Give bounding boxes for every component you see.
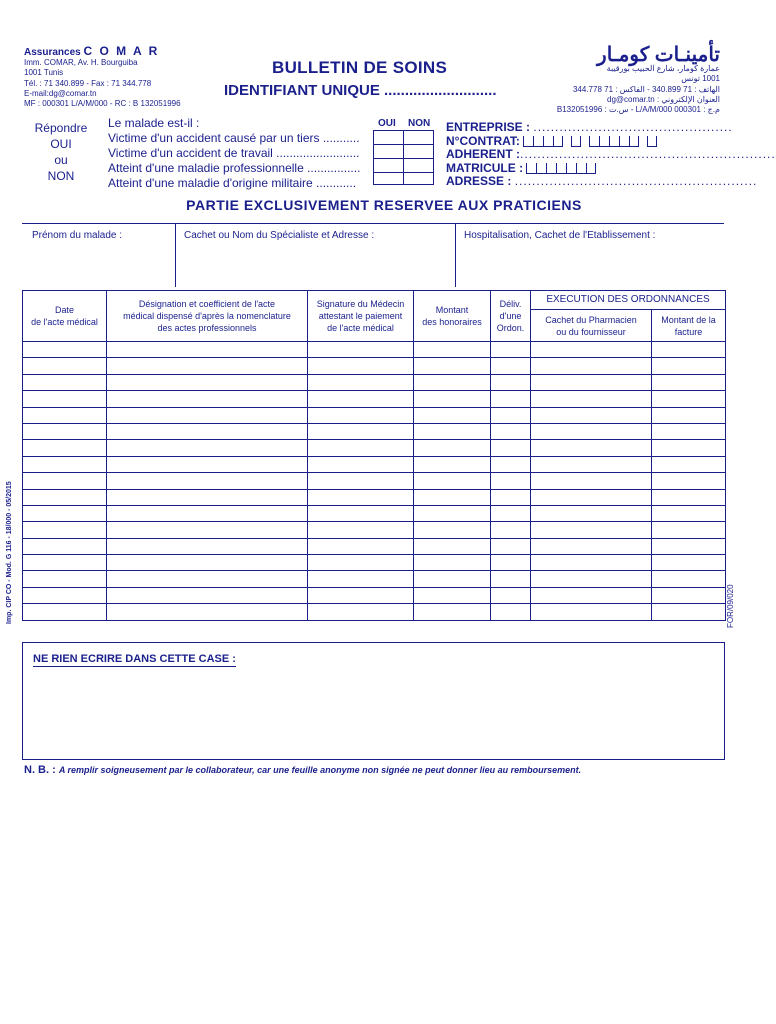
table-cell[interactable] [414,555,491,571]
table-cell[interactable] [414,358,491,374]
table-row [23,555,726,571]
table-cell[interactable] [308,522,414,538]
table-cell[interactable] [531,423,652,439]
non-header: NON [408,118,431,129]
repondre-non: NON [47,169,75,183]
table-row [23,456,726,472]
entreprise-label: ENTREPRISE : [446,120,531,134]
table-cell[interactable] [23,489,107,505]
table-cell[interactable] [107,342,308,358]
table-cell[interactable] [531,440,652,456]
entreprise-field[interactable] [446,121,736,135]
table-cell[interactable] [491,587,531,603]
table-cell[interactable] [308,555,414,571]
table-cell[interactable] [491,555,531,571]
arabic-line: عمارة كومار، شارع الحبيب بورقيبة [606,64,720,73]
brand-name: C O M A R [83,44,160,58]
table-cell[interactable] [652,505,726,521]
table-cell[interactable] [23,522,107,538]
question-maladie-professionnelle: Atteint d'une maladie professionnelle ................ [108,161,361,175]
table-cell[interactable] [308,423,414,439]
brand-prefix: Assurances [24,47,81,58]
document-title: BULLETIN DE SOINS [272,58,448,77]
praticiens-heading: PARTIE EXCLUSIVEMENT RESERVEE AUX PRATICIENS [186,197,582,213]
matricule-field[interactable] [446,162,736,176]
table-cell[interactable] [652,571,726,587]
prenom-malade-label: Prénom du malade : [32,230,123,241]
table-cell[interactable] [652,489,726,505]
col-montant-honoraires: Montant des honoraires [414,291,491,342]
table-cell[interactable] [107,440,308,456]
table-cell[interactable] [531,391,652,407]
arabic-line: 1001 تونس [681,74,720,84]
table-cell[interactable] [23,358,107,374]
table-cell[interactable] [491,440,531,456]
table-cell[interactable] [491,604,531,620]
question-accident-tiers: Victime d'un accident causé par un tiers ........... [108,131,360,145]
contrat-field[interactable] [446,135,736,149]
table-cell[interactable] [107,505,308,521]
nota-bene [24,764,581,776]
table-cell[interactable] [652,456,726,472]
arabic-line: م.ج : 000301 L/A/M/000 - س.ت : B132051996 [556,105,720,115]
contrat-label: N°CONTRAT: [446,133,520,148]
form-code: FOR/09/020 [726,584,735,628]
table-cell[interactable] [23,571,107,587]
repondre-text: Répondre [34,121,88,135]
table-cell[interactable] [652,342,726,358]
col-designation: Désignation et coefficient de l'acte médical dispensé d'après la nomenclature des actes professionnels [107,291,308,342]
table-cell[interactable] [652,473,726,489]
table-row [23,587,726,603]
col-delivrance: Déliv. d'une Ordon. [491,291,531,342]
table-cell[interactable] [308,440,414,456]
table-cell[interactable] [23,423,107,439]
col-execution-ordonnances: EXECUTION DES ORDONNANCES [531,291,726,310]
adresse-label: ADRESSE : [446,174,512,188]
table-cell[interactable] [414,505,491,521]
ne-rien-ecrire-box [22,642,725,760]
table-cell[interactable] [414,538,491,554]
question-maladie-militaire: Atteint d'une maladie d'origine militaire ............ [108,176,357,190]
table-cell[interactable] [23,538,107,554]
table-cell[interactable] [414,407,491,423]
question-accident-travail: Victime d'un accident de travail ......................... [108,146,360,160]
table-cell[interactable] [107,489,308,505]
table-row [23,505,726,521]
col-cachet-pharmacien: Cachet du Pharmacien ou du fournisseur [531,310,652,342]
table-cell[interactable] [531,505,652,521]
table-cell[interactable] [652,391,726,407]
repondre-ou: ou [54,153,68,167]
table-cell[interactable] [414,489,491,505]
table-cell[interactable] [23,440,107,456]
table-cell[interactable] [308,604,414,620]
table-cell[interactable] [23,391,107,407]
table-row [23,407,726,423]
malade-questions [108,116,378,191]
table-cell[interactable] [107,604,308,620]
table-cell[interactable] [652,522,726,538]
table-row [23,342,726,358]
table-cell[interactable] [414,374,491,390]
table-cell[interactable] [491,358,531,374]
table-cell[interactable] [308,473,414,489]
adherent-field[interactable] [446,147,776,162]
table-cell[interactable] [414,473,491,489]
table-cell[interactable] [531,604,652,620]
table-cell[interactable] [308,358,414,374]
hospitalisation-label: Hospitalisation, Cachet de l'Etablissement : [464,230,656,241]
table-cell[interactable] [531,374,652,390]
table-cell[interactable] [491,342,531,358]
table-row [23,604,726,620]
col-date: Date de l'acte médical [23,291,107,342]
table-cell[interactable] [107,571,308,587]
table-cell[interactable] [107,538,308,554]
repondre-oui: OUI [50,137,72,151]
table-row [23,440,726,456]
table-cell[interactable] [531,342,652,358]
table-cell[interactable] [107,374,308,390]
table-row [23,374,726,390]
table-cell[interactable] [531,522,652,538]
table-cell[interactable] [531,473,652,489]
dotted-line: ........................................................... [520,147,776,161]
table-cell[interactable] [23,505,107,521]
table-cell[interactable] [107,391,308,407]
matricule-digit-boxes [526,163,596,174]
contrat-digit-boxes-4 [647,136,657,147]
table-cell[interactable] [23,456,107,472]
table-cell[interactable] [414,423,491,439]
repondre-instruction [26,120,96,184]
table-cell[interactable] [491,571,531,587]
table-cell[interactable] [491,505,531,521]
table-cell[interactable] [491,489,531,505]
table-cell[interactable] [308,571,414,587]
print-reference: Imp. CIP CO - Mod. G 116 - 18/000 - 05/2015 [6,481,13,624]
table-cell[interactable] [414,440,491,456]
identifiant-unique-field[interactable]: IDENTIFIANT UNIQUE ........................... [224,82,497,99]
contrat-digit-boxes-3 [589,136,639,147]
table-cell[interactable] [491,456,531,472]
table-cell[interactable] [23,587,107,603]
table-cell[interactable] [23,604,107,620]
table-cell[interactable] [531,538,652,554]
table-cell[interactable] [531,571,652,587]
table-cell[interactable] [107,473,308,489]
adherent-fields [446,120,776,189]
table-cell[interactable] [414,456,491,472]
table-cell[interactable] [23,374,107,390]
nb-label: N. B. : [24,764,56,776]
table-cell[interactable] [23,473,107,489]
table-cell[interactable] [414,587,491,603]
table-cell[interactable] [531,555,652,571]
arabic-company-info [490,64,720,115]
table-cell[interactable] [652,555,726,571]
company-info [24,46,224,109]
table-cell[interactable] [652,587,726,603]
table-cell[interactable] [308,407,414,423]
table-cell[interactable] [23,555,107,571]
table-cell[interactable] [652,407,726,423]
table-cell[interactable] [652,604,726,620]
table-cell[interactable] [107,423,308,439]
table-cell[interactable] [414,604,491,620]
table-cell[interactable] [308,505,414,521]
adherent-label: ADHERENT : [446,147,520,161]
table-cell[interactable] [491,522,531,538]
questions-heading: Le malade est-il : [108,116,200,130]
table-cell[interactable] [107,522,308,538]
contrat-digit-boxes-2 [571,136,581,147]
table-cell[interactable] [308,538,414,554]
table-cell[interactable] [652,358,726,374]
table-cell[interactable] [491,473,531,489]
table-cell[interactable] [531,358,652,374]
cachet-specialiste-label: Cachet ou Nom du Spécialiste et Adresse : [184,230,375,241]
company-mf-rc: MF : 000301 L/A/M/000 - RC : B 132051996 [24,99,181,109]
table-cell[interactable] [107,456,308,472]
table-row [23,538,726,554]
matricule-label: MATRICULE : [446,160,524,175]
table-cell[interactable] [308,374,414,390]
table-cell[interactable] [414,391,491,407]
table-row [23,571,726,587]
table-cell[interactable] [491,538,531,554]
nb-text: A remplir soigneusement par le collaborateur, car une feuille anonyme non signée ne peut donner lieu au remboursement. [58,765,582,775]
table-cell[interactable] [107,555,308,571]
table-cell[interactable] [652,374,726,390]
table-row [23,358,726,374]
table-cell[interactable] [652,440,726,456]
company-email: E-mail:dg@comar.tn [24,88,97,98]
table-cell[interactable] [491,423,531,439]
table-cell[interactable] [491,407,531,423]
oui-header: OUI [378,118,396,129]
table-cell[interactable] [491,391,531,407]
arabic-line: العنوان الإلكتروني : dg@comar.tn [607,94,720,104]
table-cell[interactable] [107,587,308,603]
table-cell[interactable] [414,571,491,587]
actes-table [22,290,726,621]
table-cell[interactable] [107,358,308,374]
oui-non-checkbox-grid[interactable] [373,130,434,185]
table-cell[interactable] [652,538,726,554]
table-cell[interactable] [491,374,531,390]
table-cell[interactable] [308,587,414,603]
table-cell[interactable] [308,391,414,407]
table-row [23,522,726,538]
table-cell[interactable] [308,456,414,472]
arabic-line: الهاتف : 71 340.899 - الفاكس : 71 344.778 [572,84,720,94]
table-cell[interactable] [414,522,491,538]
arabic-company-title: تأمينـات كومـار [597,44,720,66]
table-cell[interactable] [23,407,107,423]
table-cell[interactable] [531,587,652,603]
contrat-digit-boxes-1 [523,136,563,147]
table-row [23,473,726,489]
table-row [23,423,726,439]
table-row [23,391,726,407]
dotted-line: ........................................................ [514,174,758,188]
dotted-line: .............................................. [533,120,733,134]
col-signature: Signature du Médecin attestant le paiement de l'acte médical [308,291,414,342]
table-cell[interactable] [23,342,107,358]
table-cell[interactable] [531,456,652,472]
table-cell[interactable] [652,423,726,439]
table-cell[interactable] [531,489,652,505]
adresse-field[interactable] [446,174,758,189]
praticien-info-section [22,223,724,287]
table-cell[interactable] [414,342,491,358]
company-city: 1001 Tunis [24,68,64,78]
table-cell[interactable] [308,489,414,505]
ne-rien-ecrire-label: NE RIEN ECRIRE DANS CETTE CASE : [33,653,236,665]
table-cell[interactable] [531,407,652,423]
company-phone-fax: Tél. : 71 340.899 - Fax : 71 344.778 [24,78,152,88]
company-address: Imm. COMAR, Av. H. Bourguiba [24,58,138,68]
table-cell[interactable] [308,342,414,358]
col-montant-facture: Montant de la facture [652,310,726,342]
table-row [23,489,726,505]
company-brand [24,46,224,58]
table-cell[interactable] [107,407,308,423]
